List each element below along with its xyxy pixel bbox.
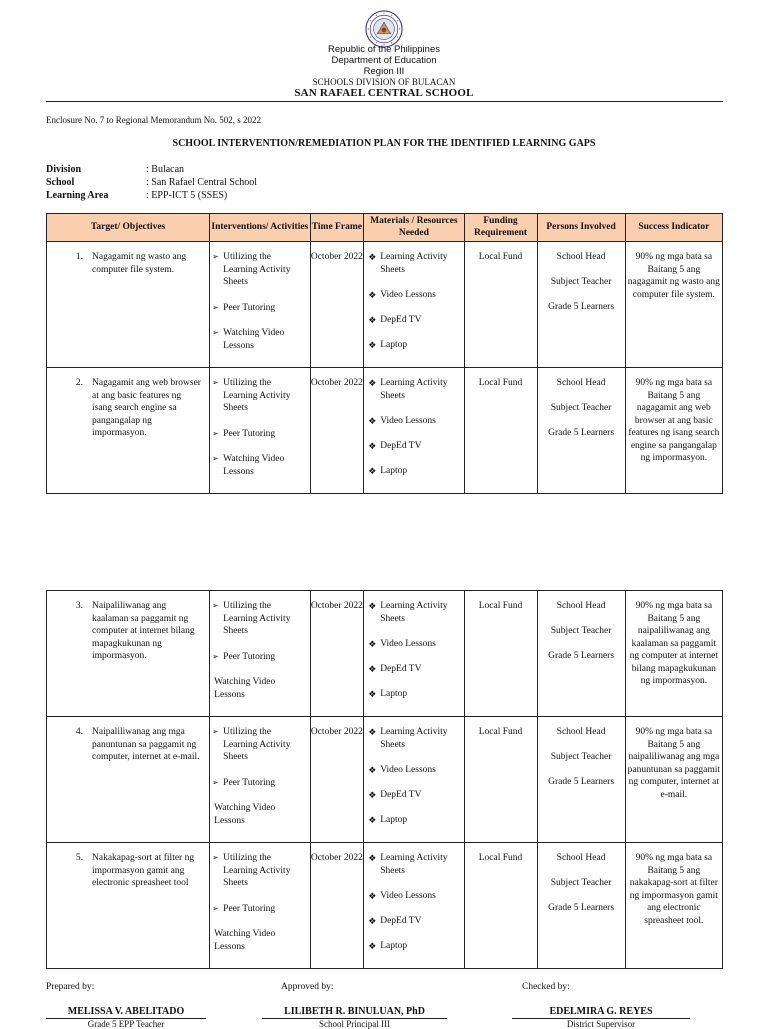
diamond-bullet-icon: ❖	[368, 339, 377, 350]
info-label: Learning Area	[46, 190, 109, 201]
funding-cell: Local Fund	[464, 368, 537, 494]
arrow-bullet-icon: ➢	[212, 328, 219, 337]
person-item: Subject Teacher	[550, 878, 612, 888]
material-item: ❖ Video Lessons	[368, 289, 436, 300]
success-cell: 90% ng mga bata sa Baitang 5 ang nakakapag-sort at filter ng impormasyon gamit ang electronic spreasheet tool.	[625, 843, 722, 969]
person-item: School Head	[556, 727, 606, 737]
intervention-item: ➢ Watching Video Lessons	[212, 328, 285, 351]
diamond-bullet-icon: ❖	[368, 601, 377, 611]
intervention-item: ➢ Peer Tutoring	[212, 903, 276, 914]
materials-cell	[364, 717, 464, 843]
time-frame-cell: October 2022	[310, 717, 364, 843]
objective-text: Nakakapag-sort at filter ng impormasyon gamit ang electronic spreasheet tool	[92, 853, 195, 888]
info-label: Division	[46, 164, 82, 175]
interventions-cell	[210, 843, 310, 969]
success-cell: 90% ng mga bata sa Baitang 5 ang naipaliliwanag ang kaalaman sa paggamit ng computer at internet bilang mapagkukunan ng impormasyon.	[625, 591, 722, 717]
persons-cell	[537, 242, 625, 368]
materials-cell	[364, 242, 464, 368]
intervention-item: ➢ Peer Tutoring	[212, 302, 276, 313]
interventions-cell	[210, 717, 310, 843]
persons-cell	[537, 843, 625, 969]
funding-cell: Local Fund	[464, 242, 537, 368]
person-item: Subject Teacher	[550, 752, 612, 762]
material-item: ❖ DepEd TV	[368, 789, 422, 800]
person-item: School Head	[556, 378, 606, 388]
prepared-by-label: Prepared by:	[46, 982, 95, 992]
arrow-bullet-icon: ➢	[212, 651, 219, 661]
material-item: ❖ DepEd TV	[368, 314, 422, 325]
arrow-bullet-icon: ➢	[212, 903, 219, 913]
enclosure-reference: Enclosure No. 7 to Regional Memorandum No. 502, s 2022	[46, 115, 261, 125]
diamond-bullet-icon: ❖	[368, 789, 377, 800]
persons-cell	[537, 591, 625, 717]
diamond-bullet-icon: ❖	[368, 890, 377, 901]
person-item: Subject Teacher	[550, 403, 612, 413]
materials-cell	[364, 843, 464, 969]
table-row	[47, 368, 723, 494]
diamond-bullet-icon: ❖	[368, 289, 377, 300]
row-number: 3.	[75, 601, 83, 611]
approved-by-name: LILIBETH R. BINULUAN, PhD	[262, 1006, 447, 1019]
material-item: ❖ Learning Activity Sheets	[368, 378, 448, 401]
diamond-bullet-icon: ❖	[368, 663, 377, 674]
material-item: ❖ Laptop	[368, 339, 408, 350]
objective-text: Nagagamit ang web browser at ang basic features ng isang search engine sa pangangalap ng impormasyon.	[92, 378, 201, 438]
intervention-item: ➢ Peer Tutoring	[212, 428, 276, 439]
arrow-bullet-icon: ➢	[212, 252, 219, 261]
materials-cell	[364, 591, 464, 717]
material-item: ❖ Learning Activity Sheets	[368, 853, 448, 876]
diamond-bullet-icon: ❖	[368, 252, 377, 262]
prepared-by-name: MELISSA V. ABELITADO	[46, 1006, 206, 1019]
person-item: Grade 5 Learners	[548, 302, 615, 312]
time-frame-cell: October 2022	[310, 591, 364, 717]
material-item: ❖ Learning Activity Sheets	[368, 252, 448, 275]
intervention-item: Watching Video Lessons	[214, 677, 276, 700]
info-label: School	[46, 177, 75, 188]
table-row	[47, 843, 723, 969]
material-item: ❖ DepEd TV	[368, 663, 422, 674]
diamond-bullet-icon: ❖	[368, 638, 377, 649]
material-item: ❖ Learning Activity Sheets	[368, 601, 448, 624]
intervention-item: ➢ Peer Tutoring	[212, 651, 276, 662]
success-cell: 90% ng mga bata sa Baitang 5 ang naipaliliwanag ang mga panuntunan sa paggamit ng computer, internet at e-mail.	[625, 717, 722, 843]
approved-by-position: School Principal III	[319, 1019, 390, 1029]
header-department: Department of Education	[331, 55, 437, 66]
person-item: Subject Teacher	[550, 626, 612, 636]
person-item: Grade 5 Learners	[548, 777, 615, 787]
persons-cell	[537, 368, 625, 494]
time-frame-cell: October 2022	[310, 843, 364, 969]
arrow-bullet-icon: ➢	[212, 428, 219, 438]
col-header: Target/ Objectives	[47, 214, 210, 242]
time-frame-cell: October 2022	[310, 368, 364, 494]
success-cell: 90% ng mga bata sa Baitang 5 ang nagagamit ng wasto ang computer file system.	[625, 242, 722, 368]
col-header: Time Frame	[310, 214, 364, 242]
diamond-bullet-icon: ❖	[368, 814, 377, 825]
person-item: Grade 5 Learners	[548, 651, 615, 661]
material-item: ❖ Laptop	[368, 814, 408, 825]
col-header: Funding Requirement	[464, 214, 537, 242]
prepared-by-position: Grade 5 EPP Teacher	[87, 1019, 165, 1029]
time-frame-cell: October 2022	[310, 242, 364, 368]
approved-by-label: Approved by:	[281, 982, 334, 992]
diamond-bullet-icon: ❖	[368, 940, 377, 951]
material-item: ❖ Video Lessons	[368, 890, 436, 901]
header-division-office: SCHOOLS DIVISION OF BULACAN	[312, 77, 456, 87]
objective-text: Naipaliliwanag ang mga panuntunan sa paggamit ng computer, internet at e-mail.	[92, 727, 200, 762]
diamond-bullet-icon: ❖	[368, 440, 377, 451]
header-country: Republic of the Philippines	[328, 44, 440, 55]
funding-cell: Local Fund	[464, 843, 537, 969]
table-row	[47, 717, 723, 843]
arrow-bullet-icon: ➢	[212, 777, 219, 787]
material-item: ❖ DepEd TV	[368, 440, 422, 451]
objective-text: Naipaliliwanag ang kaalaman sa paggamit ng computer at internet bilang mapagkukunan ng impormasyon.	[92, 601, 195, 661]
col-header: Interventions/ Activities	[210, 214, 310, 242]
intervention-item: ➢ Utilizing the Learning Activity Sheets	[212, 601, 291, 636]
arrow-bullet-icon: ➢	[212, 601, 219, 610]
document-title: SCHOOL INTERVENTION/REMEDIATION PLAN FOR THE IDENTIFIED LEARNING GAPS	[172, 138, 596, 149]
row-number: 5.	[75, 853, 83, 863]
person-item: Grade 5 Learners	[548, 428, 615, 438]
objective-cell	[47, 242, 210, 368]
diamond-bullet-icon: ❖	[368, 415, 377, 426]
row-number: 1.	[75, 252, 83, 262]
material-item: ❖ DepEd TV	[368, 915, 422, 926]
info-value: : EPP-ICT 5 (SSES)	[146, 190, 228, 201]
col-header: Success Indicator	[625, 214, 722, 242]
header-school-name: SAN RAFAEL CENTRAL SCHOOL	[294, 87, 474, 99]
material-item: ❖ Laptop	[368, 940, 408, 951]
interventions-cell	[210, 368, 310, 494]
material-item: ❖ Laptop	[368, 688, 408, 699]
diamond-bullet-icon: ❖	[368, 314, 377, 325]
col-header: Materials / Resources Needed	[364, 214, 464, 242]
table-row	[47, 242, 723, 368]
intervention-item: ➢ Watching Video Lessons	[212, 454, 285, 477]
person-item: School Head	[556, 252, 606, 262]
row-number: 4.	[75, 727, 83, 737]
material-item: ❖ Laptop	[368, 465, 408, 476]
intervention-item: ➢ Utilizing the Learning Activity Sheets	[212, 853, 291, 888]
material-item: ❖ Video Lessons	[368, 415, 436, 426]
checked-by-name: EDELMIRA G. REYES	[512, 1006, 690, 1019]
person-item: Subject Teacher	[550, 277, 612, 287]
header-region: Region III	[363, 66, 405, 77]
deped-seal-icon	[365, 10, 403, 48]
persons-cell	[537, 717, 625, 843]
material-item: ❖ Video Lessons	[368, 764, 436, 775]
intervention-item: ➢ Utilizing the Learning Activity Sheets	[212, 252, 291, 287]
arrow-bullet-icon: ➢	[212, 454, 219, 463]
plan-table-part-1	[46, 213, 723, 494]
arrow-bullet-icon: ➢	[212, 302, 219, 312]
objective-cell	[47, 843, 210, 969]
materials-cell	[364, 368, 464, 494]
info-value: : San Rafael Central School	[146, 177, 258, 188]
objective-cell	[47, 368, 210, 494]
col-header: Persons Involved	[537, 214, 625, 242]
intervention-item: Watching Video Lessons	[214, 803, 276, 826]
interventions-cell	[210, 242, 310, 368]
table-row	[47, 591, 723, 717]
checked-by-position: District Supervisor	[566, 1019, 636, 1029]
diamond-bullet-icon: ❖	[368, 853, 377, 863]
checked-by-label: Checked by:	[522, 982, 570, 992]
header-divider	[46, 101, 723, 102]
diamond-bullet-icon: ❖	[368, 764, 377, 775]
interventions-cell	[210, 591, 310, 717]
plan-table-part-2	[46, 590, 723, 969]
objective-text: Nagagamit ng wasto ang computer file system.	[92, 252, 187, 275]
diamond-bullet-icon: ❖	[368, 727, 377, 737]
person-item: School Head	[556, 601, 606, 611]
objective-cell	[47, 717, 210, 843]
person-item: Grade 5 Learners	[548, 903, 615, 913]
arrow-bullet-icon: ➢	[212, 727, 219, 736]
intervention-item: ➢ Peer Tutoring	[212, 777, 276, 788]
intervention-item: Watching Video Lessons	[214, 929, 276, 952]
diamond-bullet-icon: ❖	[368, 688, 377, 699]
diamond-bullet-icon: ❖	[368, 465, 377, 476]
info-value: : Bulacan	[146, 164, 185, 175]
row-number: 2.	[75, 378, 83, 388]
funding-cell: Local Fund	[464, 717, 537, 843]
success-cell: 90% ng mga bata sa Baitang 5 ang nagagamit ang web browser at ang basic features ng isang search engine sa pangangalap ng impormasyon.	[625, 368, 722, 494]
funding-cell: Local Fund	[464, 591, 537, 717]
material-item: ❖ Learning Activity Sheets	[368, 727, 448, 750]
objective-cell	[47, 591, 210, 717]
table-header-row	[47, 214, 723, 242]
arrow-bullet-icon: ➢	[212, 378, 219, 387]
intervention-item: ➢ Utilizing the Learning Activity Sheets	[212, 378, 291, 413]
material-item: ❖ Video Lessons	[368, 638, 436, 649]
intervention-item: ➢ Utilizing the Learning Activity Sheets	[212, 727, 291, 762]
arrow-bullet-icon: ➢	[212, 853, 219, 862]
person-item: School Head	[556, 853, 606, 863]
diamond-bullet-icon: ❖	[368, 378, 377, 388]
diamond-bullet-icon: ❖	[368, 915, 377, 926]
